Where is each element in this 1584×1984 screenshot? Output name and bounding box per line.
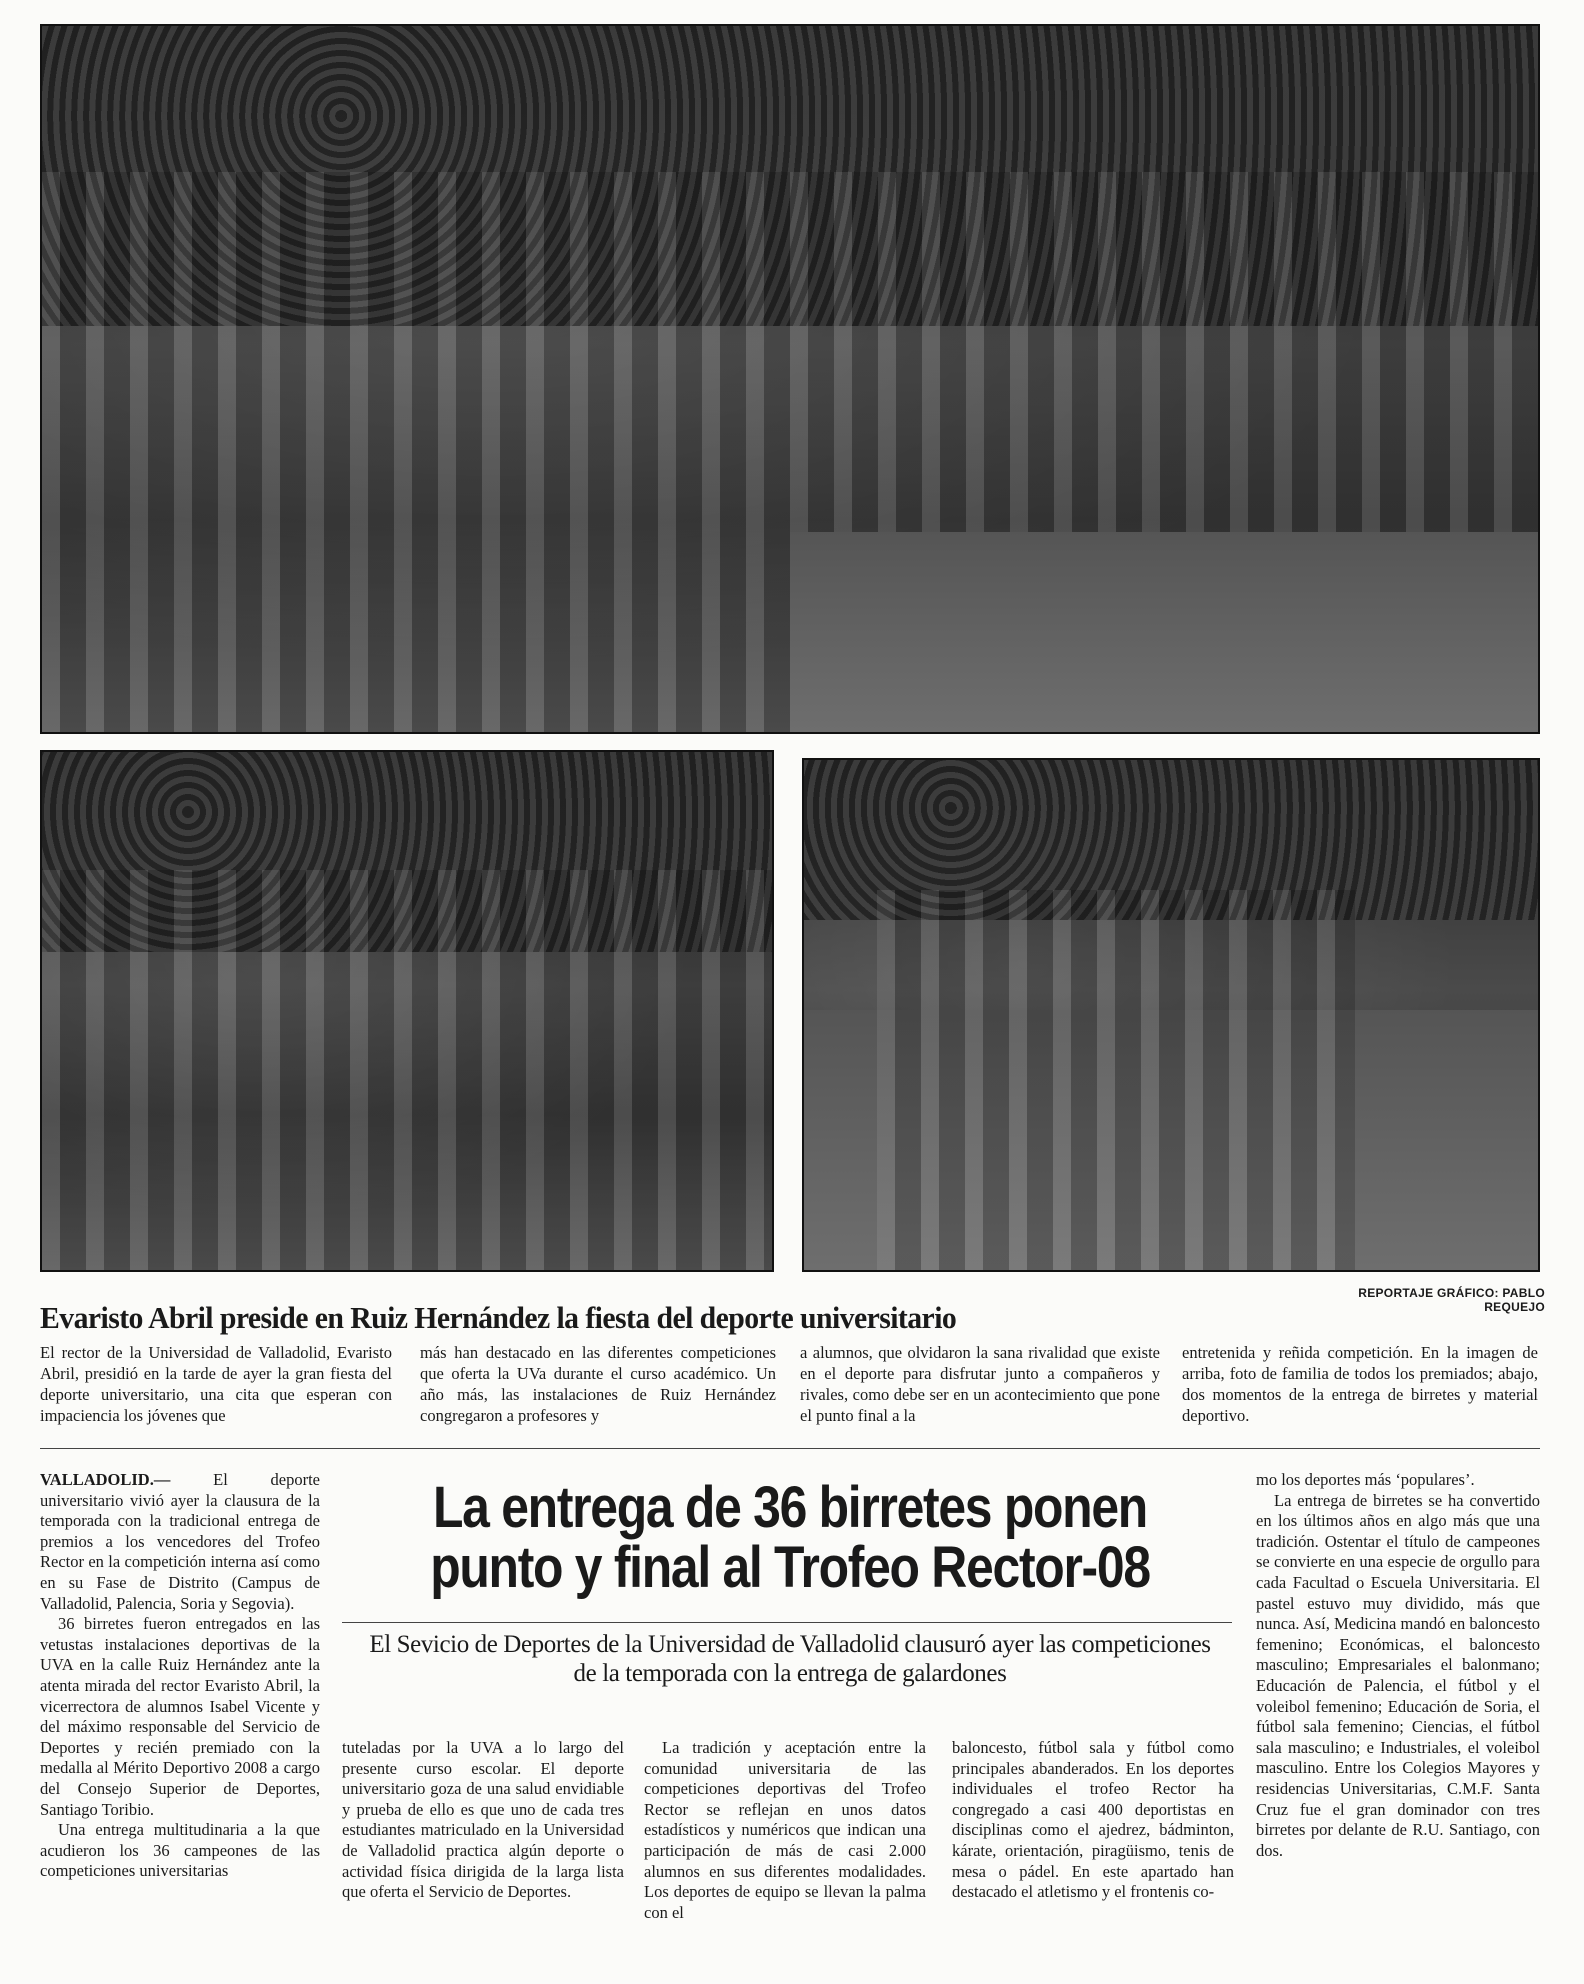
body-column-3: [644, 1738, 926, 1923]
caption-column-3: a alumnos, que olvidaron la sana rivalidad que existe en el deporte para disfrutar junto a compañeros y rivales, como debe ser en un acontecimiento que pone el punto final a la: [800, 1343, 1160, 1425]
caption-column-2: más han destacado en las diferentes competiciones que oferta la UVa durante el curso académico. Un año más, las instalaciones de Ruiz Hernández congregaron a profesores y: [420, 1343, 776, 1425]
paragraph: [40, 1470, 320, 1614]
group-photo: [40, 24, 1540, 734]
paragraph: 36 birretes fueron entregados en las vetustas instalaciones deportivas de la UVA en la calle Ruiz Hernández ante la atenta mirada del rector Evaristo Abril, la vicerrectora de alumnos Isabel Vicente y del máximo responsable del Servicio de Deportes y recién premiado con la medalla al Mérito Deportivo 2008 a cargo del Consejo Superior de Deportes, Santiago Toribio.: [40, 1614, 320, 1819]
section-divider: [40, 1448, 1540, 1449]
body-column-2: [342, 1738, 624, 1903]
photo-credit: REPORTAJE GRÁFICO: PABLO REQUEJO: [1358, 1286, 1545, 1314]
award-photo-left: [40, 750, 774, 1272]
caption-column-1: El rector de la Universidad de Valladolid, Evaristo Abril, presidió en la tarde de ayer la gran fiesta del deporte universitario, una cita que esperan con impaciencia los jóvenes que: [40, 1343, 392, 1425]
paragraph: mo los deportes más ‘populares’.: [1256, 1470, 1475, 1489]
body-column-1: [40, 1470, 320, 1882]
body-column-4: [952, 1738, 1234, 1903]
paragraph: baloncesto, fútbol sala y fútbol como principales abanderados. En los deportes individuales el trofeo Rector ha congregado a casi 400 deportistas en disciplinas como el ajedrez, bádminton, kárate, orientación, piragüismo, tenis de mesa o pádel. En este apartado han destacado el atletismo y el frontenis co-: [952, 1738, 1234, 1902]
paragraph: tuteladas por la UVA a lo largo del presente curso escolar. El deporte universitario goza de una salud envidiable y prueba de ello es que uno de cada tres estudiantes matriculado en la Universidad de Valladolid practica algún deporte o actividad física dirigida de la larga lista que oferta el Servicio de Deportes.: [342, 1738, 624, 1902]
paragraph-text: El deporte universitario vivió ayer la clausura de la temporada con la tradicional entrega de premios a los vencedores del Trofeo Rector en la competición interna así como en su Fase de Distrito (Campus de Valladolid, Palencia, Soria y Segovia).: [40, 1470, 320, 1613]
caption-title: Evaristo Abril preside en Ruiz Hernández la fiesta del deporte universitario: [40, 1300, 957, 1335]
dateline: VALLADOLID.—: [40, 1470, 171, 1489]
paragraph: Una entrega multitudinaria a la que acudieron los 36 campeones de las competiciones universitarias: [40, 1820, 320, 1881]
headline-divider: [342, 1622, 1232, 1623]
photo-people-area: [877, 890, 1354, 1270]
body-column-5: [1256, 1470, 1540, 1861]
article-subhead: El Sevicio de Deportes de la Universidad de Valladolid clausuró ayer las competiciones de la temporada con la entrega de galardones: [369, 1631, 1211, 1687]
award-photo-right: [802, 758, 1540, 1272]
article-headline: La entrega de 36 birretes ponen punto y final al Trofeo Rector-08: [430, 1475, 1150, 1600]
paragraph: La tradición y aceptación entre la comunidad universitaria de las competiciones deportivas del Trofeo Rector se reflejan en unos datos estadísticos y numéricos que indican una participación de más de casi 2.000 alumnos en sus diferentes modalidades. Los deportes de equipo se llevan la palma con el: [644, 1738, 926, 1922]
photo-ground-area: [790, 532, 1538, 732]
paragraph: La entrega de birretes se ha convertido en los últimos años en algo más que una tradición. Ostentar el título de campeones se convierte en una especie de orgullo para cada Facultad o Escuela Universitaria. El pastel estuvo muy dividido, más que nunca. Así, Medicina mandó en baloncesto femenino; Económicas, el baloncesto masculino; Empresariales el balonmano; Educación de Palencia, el fútbol y el voleibol femenino; Educación de Soria, el fútbol sala femenino; Ciencias, el fútbol sala masculino; e Industriales, el voleibol masculino. Entre los Colegios Mayores y residencias Universitarias, C.M.F. Santa Cruz fue el gran dominador con tres birretes por delante de R.U. Santiago, con dos.: [1256, 1490, 1540, 1860]
photo-people-area: [42, 870, 772, 1270]
caption-column-4: entretenida y reñida competición. En la imagen de arriba, foto de familia de todos los premiados; abajo, dos momentos de la entrega de birretes y material deportivo.: [1182, 1343, 1538, 1425]
